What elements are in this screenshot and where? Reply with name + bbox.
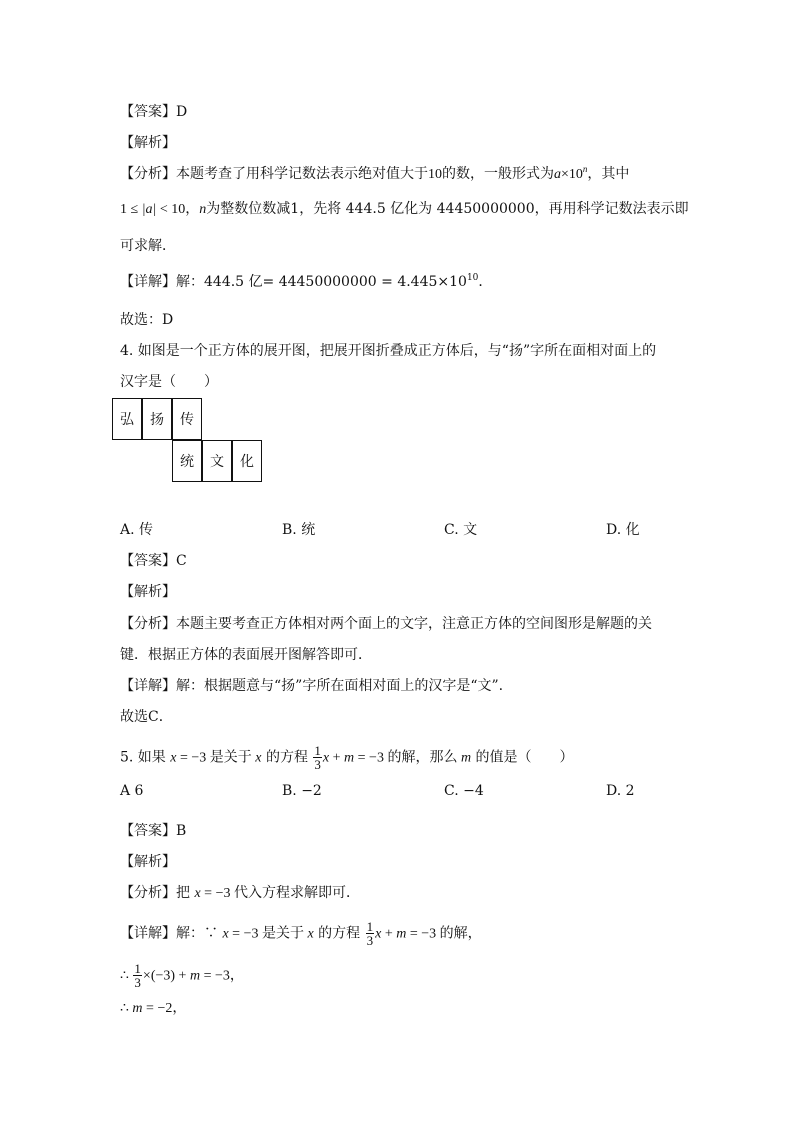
fraction-numerator: 1 bbox=[314, 743, 321, 758]
q3-fenxi-num: 10 bbox=[428, 167, 442, 182]
cube-net-figure bbox=[112, 398, 264, 484]
q4-conclusion: 故选C． bbox=[120, 709, 173, 725]
fraction-denominator: 3 bbox=[314, 757, 321, 772]
q3-fenxi-text: 为整数位数减1，先将 444.5 亿化为 44450000000，再用科学记数法表示即 bbox=[206, 201, 689, 217]
q5-var-x: x bbox=[170, 750, 177, 766]
q3-exp-n: n bbox=[582, 164, 588, 174]
q5-stem bbox=[120, 744, 574, 771]
q4-detail-text: 解：根据题意与“扬”字所在面相对面上的汉字是“文”. bbox=[176, 678, 504, 694]
q5-detail-fraction bbox=[366, 920, 375, 947]
q5-step-text: = −3， bbox=[200, 968, 244, 984]
q4-option-a: A. 传 bbox=[120, 522, 154, 538]
q3-var-a: a bbox=[554, 167, 561, 182]
q3-abs-a: |a| bbox=[141, 202, 157, 217]
q3-detail-line bbox=[120, 272, 492, 292]
q5-detail-text: 解：∵ bbox=[176, 925, 223, 942]
q5-option-d: D. 2 bbox=[606, 783, 635, 799]
q5-var-m: m bbox=[344, 750, 355, 766]
q4-fenxi-text: 本题主要考查正方体相对两个面上的文字，注意正方体的空间图形是解题的关 bbox=[176, 616, 652, 632]
q5-var-m: m bbox=[460, 750, 472, 766]
q3-answer: 【答案】D bbox=[120, 104, 188, 120]
q5-detail-label: 【详解】 bbox=[120, 925, 176, 942]
q5-var-x: x bbox=[194, 886, 201, 901]
q5-stem-text: 5. 如果 bbox=[120, 749, 171, 766]
q5-detail-text: 的方程 bbox=[313, 925, 365, 942]
q3-fenxi-line2 bbox=[120, 199, 689, 220]
q5-fenxi-text: = −3 代入方程求解即可． bbox=[200, 886, 360, 901]
q5-option-b: B. −2 bbox=[282, 783, 322, 799]
q3-fenxi-text: 本题考查了用科学记数法表示绝对值大于 bbox=[176, 166, 428, 182]
q4-answer: 【答案】C bbox=[120, 553, 187, 569]
q5-step-text: ×(−3) + bbox=[142, 968, 190, 984]
q3-detail-text: ． bbox=[478, 274, 493, 290]
q5-step2 bbox=[120, 998, 186, 1019]
q4-stem-line1: 4. 如图是一个正方体的展开图，把展开图折叠成正方体后，与“扬”字所在面相对面上的 bbox=[120, 343, 657, 359]
q4-fenxi-line1 bbox=[120, 614, 652, 634]
q5-option-c: C. −4 bbox=[444, 783, 484, 799]
q4-fenxi-label: 【分析】 bbox=[120, 616, 176, 632]
q4-option-c: C. 文 bbox=[444, 522, 478, 538]
q5-detail-text: = −3 是关于 bbox=[228, 926, 308, 942]
q5-var-m: m bbox=[396, 926, 407, 942]
q4-analysis-heading: 【解析】 bbox=[120, 584, 176, 600]
q4-fenxi-line2: 键．根据正方体的表面展开图解答即可． bbox=[120, 647, 372, 663]
q5-fenxi-line bbox=[120, 883, 360, 904]
q5-stem-text: = −3 的解，那么 bbox=[354, 750, 461, 766]
q5-var-m: m bbox=[189, 968, 201, 984]
net-cell: 统 bbox=[172, 440, 202, 482]
q5-answer: 【答案】B bbox=[120, 823, 187, 839]
q5-detail-line bbox=[120, 920, 482, 947]
q5-var-x: x bbox=[375, 926, 382, 942]
q3-detail-text: 解：444.5 亿= 44450000000 = 4.445×10 bbox=[176, 274, 467, 290]
therefore-symbol: ∴ bbox=[120, 968, 133, 984]
q5-step-text: = −2， bbox=[142, 1001, 187, 1016]
q5-fenxi-label: 【分析】 bbox=[120, 885, 176, 901]
q5-fenxi-text: 把 bbox=[176, 885, 195, 901]
q5-plus: + bbox=[329, 750, 345, 766]
q3-var-n: n bbox=[199, 202, 207, 217]
q3-fenxi-line3: 可求解． bbox=[120, 238, 176, 254]
q3-times-ten: ×10 bbox=[561, 167, 583, 182]
q3-ineq-right: < 10， bbox=[156, 202, 200, 217]
q5-var-x: x bbox=[222, 926, 229, 942]
q5-stem-text: 的方程 bbox=[261, 749, 313, 766]
fraction-numerator: 1 bbox=[366, 919, 374, 934]
fraction-denominator: 3 bbox=[134, 975, 141, 990]
q3-fenxi-text: ，其中 bbox=[587, 166, 630, 182]
q4-stem-line2: 汉字是（ ） bbox=[120, 374, 218, 390]
net-cell: 传 bbox=[172, 398, 202, 440]
q5-step1 bbox=[120, 962, 244, 989]
q5-option-a: A 6 bbox=[120, 783, 144, 799]
net-cell: 弘 bbox=[112, 398, 142, 440]
q4-option-d: D. 化 bbox=[606, 522, 640, 538]
q5-var-x: x bbox=[307, 926, 314, 942]
q4-detail-label: 【详解】 bbox=[120, 678, 176, 694]
q5-detail-text: = −3 的解， bbox=[406, 926, 482, 942]
q3-ineq-left: 1 ≤ bbox=[120, 202, 142, 217]
net-cell: 扬 bbox=[142, 398, 172, 440]
q3-analysis-heading: 【解析】 bbox=[120, 135, 176, 151]
q3-fenxi-label: 【分析】 bbox=[120, 166, 176, 182]
q3-fenxi-line1 bbox=[120, 164, 629, 185]
q3-detail-exponent: 10 bbox=[466, 273, 479, 283]
fraction-numerator: 1 bbox=[134, 961, 141, 976]
q5-var-m: m bbox=[132, 1001, 143, 1016]
net-cell: 化 bbox=[232, 440, 262, 482]
q5-var-x: x bbox=[322, 750, 330, 766]
fraction-denominator: 3 bbox=[366, 933, 374, 948]
q3-detail-label: 【详解】 bbox=[120, 274, 176, 290]
q3-conclusion: 故选：D bbox=[120, 312, 174, 328]
q5-fraction bbox=[313, 744, 322, 771]
q4-detail-line bbox=[120, 676, 503, 696]
q5-var-x: x bbox=[255, 750, 262, 766]
net-cell: 文 bbox=[202, 440, 232, 482]
therefore-symbol: ∴ bbox=[120, 1001, 133, 1016]
q4-option-b: B. 统 bbox=[282, 522, 316, 538]
q5-analysis-heading: 【解析】 bbox=[120, 854, 176, 870]
q5-stem-text: = −3 是关于 bbox=[176, 750, 256, 766]
q5-step-fraction bbox=[133, 962, 142, 989]
q5-plus: + bbox=[381, 926, 397, 942]
q5-stem-text: 的值是（ ） bbox=[471, 749, 574, 766]
q3-fenxi-text: 的数，一般形式为 bbox=[442, 166, 554, 182]
